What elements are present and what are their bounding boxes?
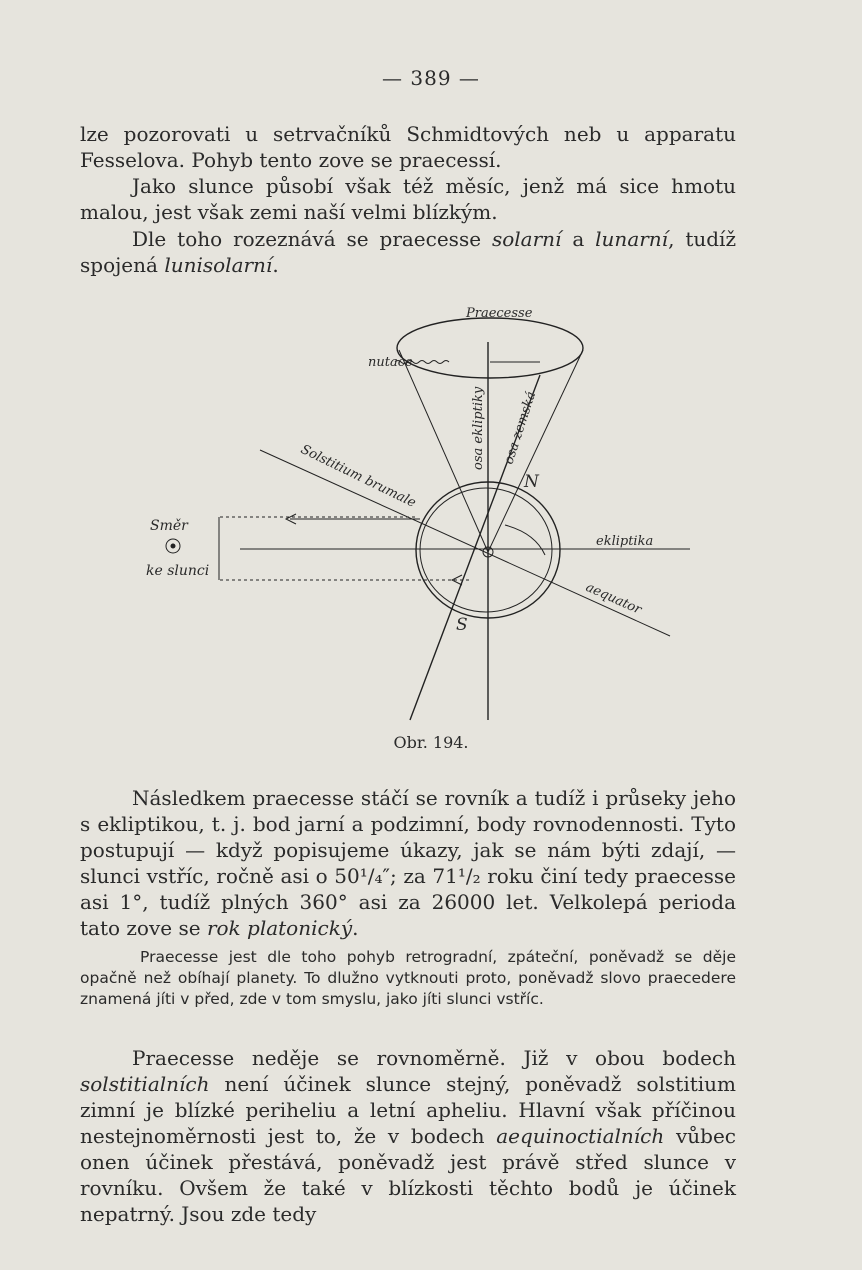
p4-rok-platonicky: rok platonický — [206, 916, 353, 940]
figure-caption: Obr. 194. — [393, 733, 469, 752]
small-print-note: Praecesse jest dle toho pohyb retrogradní, zpáteční, poněvadž se děje opačně než obíhají planety. To dlužno vytknouti proto, poněvadž slovo praecedere znamená jíti v před, zde v tom smyslu, jako jíti slunci vstříc. — [80, 948, 736, 1008]
precession-ellipse — [397, 318, 583, 378]
paragraph-2: Jako slunce působí však též měsíc, jenž má sice hmotu malou, jest však zemi naší velmi blízkým. — [80, 174, 736, 224]
p3-solarni: solarní — [491, 227, 562, 251]
p5-solstitialnich: solstitialních — [80, 1072, 210, 1096]
page-number: — 389 — — [382, 66, 480, 90]
label-nutace: nutace — [368, 355, 413, 370]
p5-text-e: vůbec onen účinek přestává, poněvadž jest právě střed slunce v rovníku. Ovšem že také v blízkosti těchto bodů je účinek nepatrný. Jsou zde tedy — [80, 1124, 736, 1226]
paragraph-4 — [80, 785, 736, 941]
label-osa-ekliptiky: osa ekliptiky — [471, 386, 486, 470]
label-S: S — [456, 615, 468, 635]
label-solstitium-brumale: Solstitium brumale — [298, 442, 419, 511]
rotation-arrow — [505, 525, 545, 555]
precession-figure — [0, 290, 862, 750]
label-praecesse: Praecesse — [466, 306, 533, 321]
p3-text-a: Dle toho rozeznává se praecesse — [132, 227, 492, 251]
p3-text-g: . — [272, 253, 279, 277]
p5-text-c: není účinek slunce stejný, poněvadž solstitium zimní je blízké periheliu a letní apheliu. Hlavní však příčinou nestejnoměrnosti jest to, že v bodech — [80, 1072, 736, 1148]
p3-text-c: a — [561, 227, 596, 251]
label-ekliptika: ekliptika — [596, 534, 654, 549]
p4-text-c: . — [352, 916, 359, 940]
paragraph-3 — [80, 226, 736, 278]
cone-line-right — [488, 350, 583, 552]
paragraph-5 — [80, 1045, 736, 1227]
p5-aequinoctialnich: aequinoctialních — [496, 1124, 665, 1148]
label-aequator: aequator — [583, 579, 644, 618]
label-ke-slunci: ke slunci — [146, 563, 210, 579]
earth-globe-inner — [420, 488, 552, 612]
label-smer: Směr — [150, 518, 188, 534]
p3-lunarni: lunarní — [595, 227, 669, 251]
sun-symbol-dot — [171, 544, 176, 549]
paragraph-1: lze pozorovati u setrvačníků Schmidtových neb u apparatu Fesselova. Pohyb tento zove se praecessí. — [80, 122, 736, 172]
p3-lunisolarni: lunisolarní — [164, 253, 273, 277]
label-N: N — [524, 472, 539, 492]
p4-text-a: Následkem praecesse stáčí se rovník a tudíž i průseky jeho s ekliptikou, t. j. bod jarní a podzimní, body rovnodennosti. Tyto postupují — když popisujeme úkazy, jak se nám býti zdají, — slunci vstříc, ročně asi o 50¹/₄″; za 71¹/₂ roku činí tedy praecesse asi 1°, tudíž plných 360° asi za 26000 let. Velkolepá perioda tato zove se — [80, 786, 736, 940]
p3-text-e: , tudíž spojená — [80, 227, 736, 277]
p5-text-a: Praecesse neděje se rovnoměrně. Již v obou bodech — [132, 1046, 736, 1070]
label-osa-zemska: osa zemská — [501, 389, 540, 467]
